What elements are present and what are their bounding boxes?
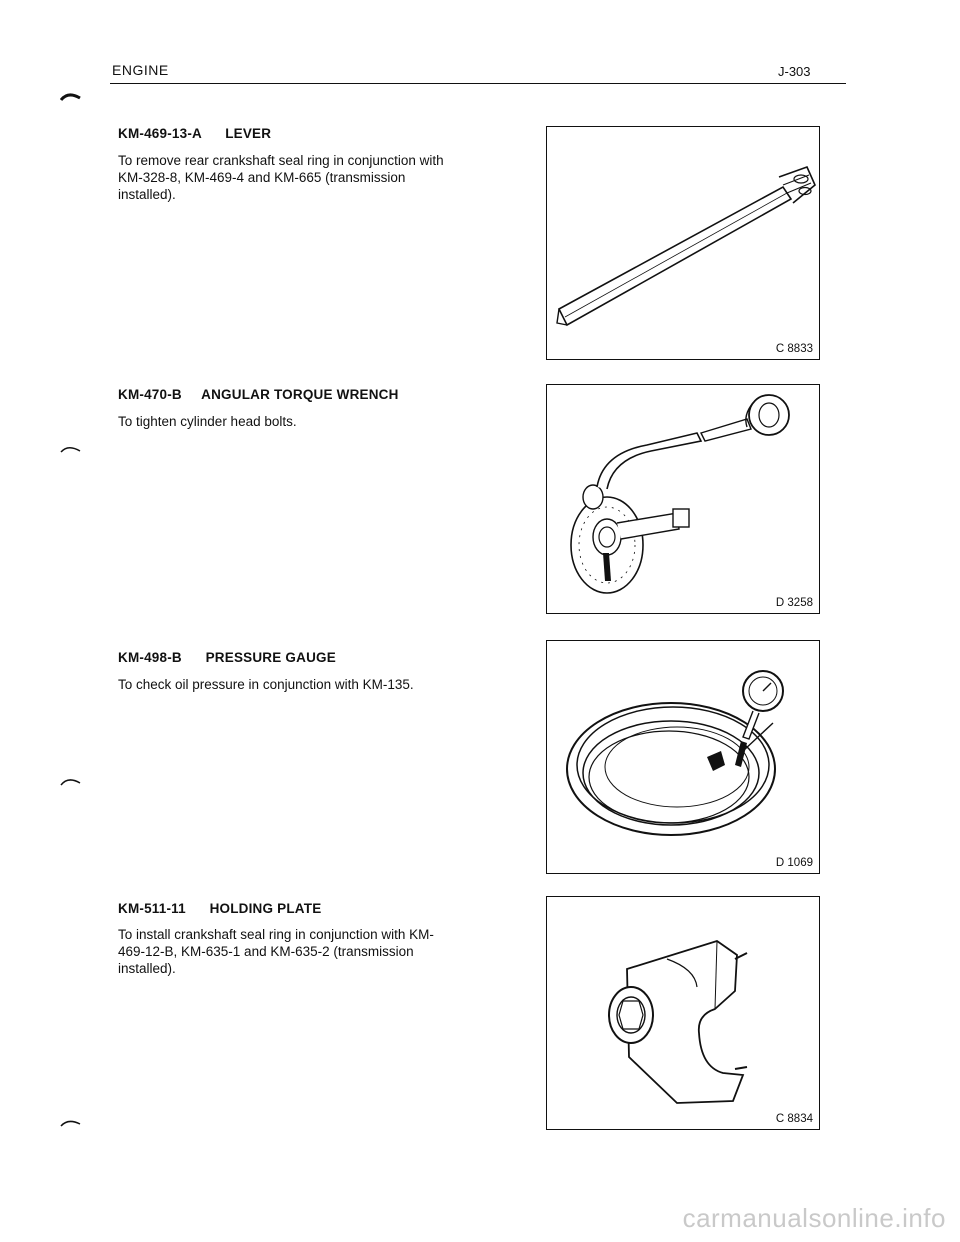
tool-number: KM-511-11	[118, 901, 186, 916]
tool-heading	[118, 387, 399, 402]
tool-figure	[546, 126, 820, 360]
tool-name: HOLDING PLATE	[209, 901, 322, 916]
tool-description: To remove rear crankshaft seal ring in conjunction with KM-328-8, KM-469-4 and KM-665 (transmission installed).	[118, 153, 444, 202]
figure-code: D 3258	[775, 597, 813, 609]
angular-torque-wrench-illustration-icon	[547, 385, 819, 613]
figure-code: C 8834	[775, 1113, 813, 1125]
tool-heading	[118, 126, 271, 141]
watermark-url: carmanualsonline.info	[682, 1203, 946, 1233]
tool-description: To tighten cylinder head bolts.	[118, 414, 297, 429]
figure-code: D 1069	[775, 857, 813, 869]
tool-heading	[118, 650, 336, 665]
tool-name: ANGULAR TORQUE WRENCH	[201, 387, 399, 402]
tool-number: KM-470-B	[118, 387, 182, 402]
tool-figure	[546, 640, 820, 874]
tool-number: KM-498-B	[118, 650, 182, 665]
holding-plate-illustration-icon	[547, 897, 819, 1129]
tool-figure	[546, 384, 820, 614]
figure-code: C 8833	[775, 343, 813, 355]
tool-heading	[118, 901, 321, 916]
tool-description: To check oil pressure in conjunction with KM-135.	[118, 677, 414, 692]
margin-mark-icon	[60, 774, 82, 786]
tool-figure	[546, 896, 820, 1130]
page-number: J-303	[778, 64, 811, 79]
tool-name: LEVER	[225, 126, 272, 141]
lever-illustration-icon	[547, 127, 819, 359]
header-divider	[110, 83, 846, 84]
margin-mark-icon	[60, 90, 82, 102]
margin-mark-icon	[60, 442, 82, 454]
tool-number: KM-469-13-A	[118, 126, 202, 141]
section-title: ENGINE	[112, 62, 169, 78]
pressure-gauge-illustration-icon	[547, 641, 819, 873]
tool-name: PRESSURE GAUGE	[205, 650, 336, 665]
tool-description: To install crankshaft seal ring in conjunction with KM-469-12-B, KM-635-1 and KM-635-2 (transmission installed).	[118, 927, 434, 976]
margin-mark-icon	[60, 1116, 82, 1128]
